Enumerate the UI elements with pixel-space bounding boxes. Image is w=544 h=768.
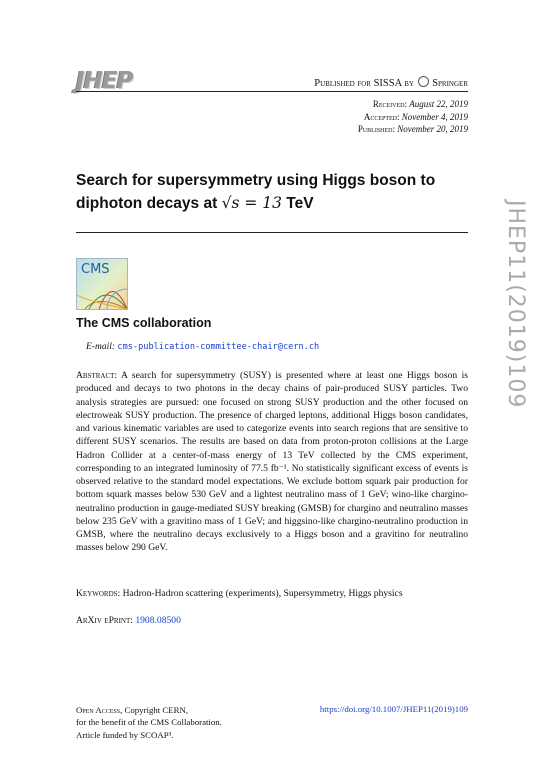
date-accepted: Accepted: November 4, 2019 [363,111,468,122]
title-unit: TeV [286,195,314,212]
title-line-2: diphoton decays at √s = 13 TeV [76,194,314,212]
sidebar-article-id: JHEP11(2019)109 [503,200,528,409]
keywords [76,588,468,599]
title-rule [76,232,468,233]
footer-line-1: Open Access, Copyright CERN, [76,705,189,715]
abstract-text: A search for supersymmetry (SUSY) is presented where at least one Higgs boson is produced and decays to two photons in the decay chains of pair-produced SUSY particles. Two analysis strategies are pursued: one focused on strong SUSY production and the other focused on electroweak SUSY production. The presence of charged leptons, additional Higgs boson candidates, and various kinematic variables are used to categorize events into search regions that are sensitive to different SUSY scenarios. The results are based on data from proton-proton collisions at the Large Hadron Collider at a center-of-mass energy of 13 TeV collected by the CMS experiment, corresponding to an integrated luminosity of 77.5 fb⁻¹. No statistically significant excess of events is observed relative to the standard model expectations. We exclude bottom squark pair production for bottom squark masses below 530 GeV and a lightest neutralino mass of 1 GeV; wino-like chargino-neutralino production in gauge-mediated SUSY breaking (GMSB) for chargino and neutralino masses below 235 GeV with a gravitino mass of 1 GeV; and higgsino-like chargino-neutralino production in GMSB, where the neutralino decays exclusively to a Higgs boson and a gravitino for neutralino masses below 290 GeV. [76,370,468,554]
email-label: E-mail: [86,342,116,352]
header-rule [76,91,468,92]
footer-line-2: for the benefit of the CMS Collaboration. [76,717,222,728]
abstract [76,369,468,555]
keywords-label: Keywords: [76,588,121,599]
keywords-text: Hadron-Hadron scattering (experiments), Supersymmetry, Higgs physics [122,588,403,599]
email-link[interactable]: cms-publication-committee-chair@cern.ch [117,342,320,352]
jhep-logo: JHEP [76,68,133,94]
paper-title [76,170,468,215]
date-received: Received: August 22, 2019 [372,99,468,109]
cms-logo [76,258,128,310]
cms-logo-text: CMS [81,262,110,277]
arxiv-link[interactable]: 1908.08500 [135,615,181,626]
doi-link[interactable]: https://doi.org/10.1007/JHEP11(2019)109 [319,704,468,714]
springer-horse-icon [418,76,429,87]
collaboration-name: The CMS collaboration [76,316,212,330]
footer-license [76,704,222,741]
publication-dates [358,98,468,136]
title-line-1: Search for supersymmetry using Higgs boson to [76,172,436,189]
arxiv-label: ArXiv ePrint: [76,615,133,626]
date-published: Published: November 20, 2019 [357,124,468,134]
publisher-name: Springer [432,78,468,89]
footer-line-3: Article funded by SCOAP³. [76,729,174,740]
published-for [314,76,468,89]
title-math: √s = 13 [221,194,282,212]
abstract-label: Abstract: [76,370,118,381]
arxiv-eprint [76,615,468,626]
published-for-text: Published for SISSA by [314,78,414,89]
contact-email [86,342,319,352]
